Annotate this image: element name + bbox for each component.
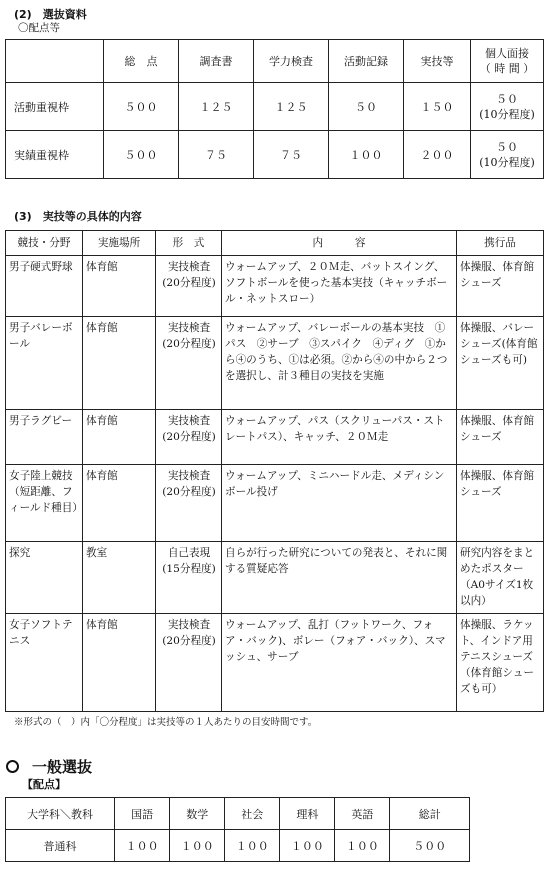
cell-mensetsu-score: ５０ [496,140,518,154]
cell-content: ウォームアップ、パス（スクリューパス・ストレートパス）、キャッチ、２０Ｍ走 [222,410,457,465]
cell-chosa: １２５ [179,83,254,131]
cell-total: ５００ [104,131,179,179]
format-time: (15分程度) [162,563,216,575]
cell-format [156,465,222,542]
format-time: (20分程度) [162,338,216,350]
cell-field: 女子陸上競技（短距離、フィールド種目） [6,465,83,542]
cell-rika: １００ [280,830,335,862]
header-shakai: 社会 [225,798,280,830]
header-eigo: 英語 [335,798,390,830]
cell-content: ウォームアップ、バレーボールの基本実技 ①パス ②サーブ ③スパイク ④ディグ ①から④のうち、①は必須。②から④の中から２つを選択し、計３種目の実技を実施 [222,317,457,410]
cell-sugaku: １００ [170,830,225,862]
table-row [6,542,544,614]
cell-katsudo: ５０ [329,83,404,131]
cell-content: 自らが行った研究についての発表と、それに関する質疑応答 [222,542,457,614]
cell-items: 体操服、体育館シューズ [457,256,544,317]
cell-gakuryoku: １２５ [254,83,329,131]
cell-eigo: １００ [335,830,390,862]
section2-title: (2) 選抜資料 [14,8,87,21]
cell-items: 体操服、ラケット、インドア用テニスシューズ（体育館シューズも可） [457,614,544,712]
cell-format [156,614,222,712]
header-chosa: 調査書 [179,40,254,83]
header-kokugo: 国語 [115,798,170,830]
cell-place: 教室 [83,542,156,614]
header-format: 形 式 [156,231,222,256]
header-mensetsu-label: 個人面接 [485,47,529,60]
header-items: 携行品 [457,231,544,256]
format-type: 自己表現 [167,547,211,559]
format-type: 実技検査 [167,322,211,334]
header-jikan-label: （ 時 間 ） [479,62,535,75]
cell-kokugo: １００ [115,830,170,862]
table-row [6,830,470,862]
cell-content: ウォームアップ、乱打（フットワーク、フォア・バック)、ボレー（フォア・バック）、スマッシュ、サーブ [222,614,457,712]
cell-content: ウォームアップ、ミニハードル走、メディシンボール投げ [222,465,457,542]
skills-header-row [6,231,544,256]
table-row [6,410,544,465]
format-type: 実技検査 [167,261,211,273]
general-score-table [5,797,470,862]
header-empty [6,40,104,83]
format-type: 実技検査 [167,470,211,482]
cell-place: 体育館 [83,465,156,542]
cell-content: ウォームアップ、２０Ｍ走、バットスイング、ソフトボールを使った基本実技（キャッチボール・ネットスロー） [222,256,457,317]
format-type: 実技検査 [167,619,211,631]
row-label: 活動重視枠 [6,83,104,131]
header-gakuryoku: 学力検査 [254,40,329,83]
cell-jitsugi: １５０ [404,83,471,131]
cell-shakai: １００ [225,830,280,862]
table-row [6,83,544,131]
cell-mensetsu [471,83,544,131]
cell-total: ５００ [104,83,179,131]
cell-items: 体操服、体育館シューズ [457,410,544,465]
cell-mensetsu-time: (10分程度) [479,107,535,121]
cell-sokei: ５００ [390,830,470,862]
cell-field: 男子ラグビー [6,410,83,465]
cell-chosa: ７５ [179,131,254,179]
header-jitsugi: 実技等 [404,40,471,83]
section3-title: (3) 実技等の具体的内容 [14,210,142,223]
cell-items: 研究内容をまとめたポスター（A0サイズ1枚以内） [457,542,544,614]
general-header-row [6,798,470,830]
header-katsudo: 活動記録 [329,40,404,83]
cell-place: 体育館 [83,256,156,317]
cell-jitsugi: ２００ [404,131,471,179]
circle-bullet-icon [6,760,19,773]
cell-field: 男子バレーボール [6,317,83,410]
score-header-row [6,40,544,83]
cell-place: 体育館 [83,614,156,712]
header-place: 実施場所 [83,231,156,256]
cell-field: 女子ソフトテニス [6,614,83,712]
format-type: 実技検査 [167,415,211,427]
skills-table [5,230,544,712]
cell-field: 探究 [6,542,83,614]
cell-katsudo: １００ [329,131,404,179]
cell-format [156,256,222,317]
score-table [5,39,544,179]
table-row [6,131,544,179]
cell-mensetsu [471,131,544,179]
format-time: (20分程度) [162,277,216,289]
cell-format [156,410,222,465]
header-field: 競技・分野 [6,231,83,256]
header-rika: 理科 [280,798,335,830]
cell-department: 普通科 [6,830,115,862]
cell-format [156,542,222,614]
cell-items: 体操服、体育館シューズ [457,465,544,542]
row-label: 実績重視枠 [6,131,104,179]
format-time: (20分程度) [162,486,216,498]
cell-mensetsu-time: (10分程度) [479,155,535,169]
format-note: ※形式の（ ）内「〇分程度」は実技等の１人あたりの目安時間です。 [14,717,318,728]
cell-place: 体育館 [83,410,156,465]
header-content: 内 容 [222,231,457,256]
general-subtitle: 【配点】 [22,778,66,791]
format-time: (20分程度) [162,431,216,443]
header-sugaku: 数学 [170,798,225,830]
header-total: 総 点 [104,40,179,83]
header-department: 大学科＼教科 [6,798,115,830]
header-mensetsu [471,40,544,83]
cell-format [156,317,222,410]
cell-mensetsu-score: ５０ [496,92,518,106]
format-time: (20分程度) [162,635,216,647]
table-row [6,317,544,410]
general-title: 一般選抜 [32,758,93,776]
table-row [6,614,544,712]
cell-place: 体育館 [83,317,156,410]
cell-field: 男子硬式野球 [6,256,83,317]
table-row [6,465,544,542]
header-sokei: 総計 [390,798,470,830]
section2-subtitle: 〇配点等 [18,22,60,34]
table-row [6,256,544,317]
cell-gakuryoku: ７５ [254,131,329,179]
cell-items: 体操服、バレーシューズ(体育館シューズも可) [457,317,544,410]
